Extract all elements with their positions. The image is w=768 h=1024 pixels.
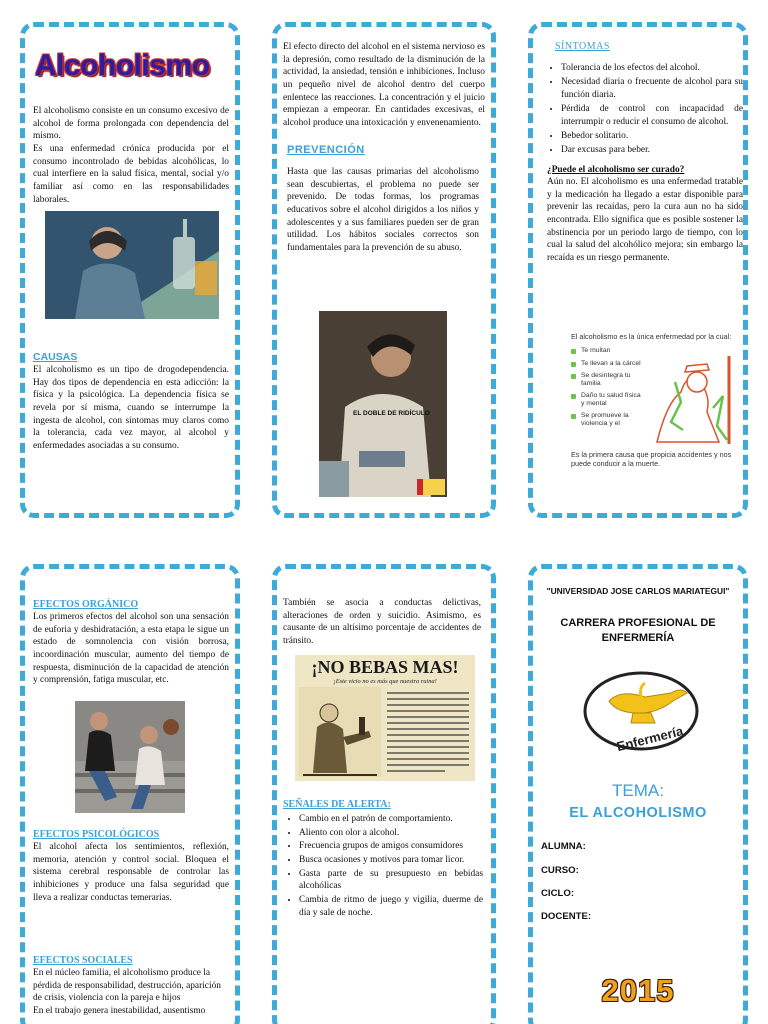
- no-bebas-mas-poster: [295, 655, 475, 781]
- list-item: • Gasta parte de su presupuesto en bebidas alcohólicas: [299, 868, 483, 893]
- field-curso: CURSO:: [541, 865, 579, 876]
- teens-drinking-photo: [75, 701, 185, 813]
- psico-section: [33, 827, 229, 904]
- list-item: • Tolerancia de los efectos del alcohol.: [561, 62, 743, 75]
- prevencion-heading: PREVENCIÓN: [287, 143, 365, 156]
- alertas-list: [287, 813, 483, 921]
- man-drinking-photo: [45, 211, 219, 319]
- list-item: • Frecuencia grupos de amigos consumidores: [299, 840, 483, 853]
- list-item: • Necesidad diaria o frecuente de alcohol para su función diaria.: [561, 76, 743, 101]
- panel-prevencion: [272, 22, 496, 518]
- effects-text: El efecto directo del alcohol en el sistema nervioso es la depresión, como resultado de la disminución de la actividad, la ansiedad, tensión e inhibiciones. Incluso un pequeño nivel de alcohol dentro del cuerpo enlentece las reacciones. La concentración y el juicio empiezan a empeorar. En cantidades excesivas, el alcohol produce una intoxicación y envenenamiento.: [283, 42, 485, 129]
- poster-caption: EL DOBLE DE RIDÍCULO: [353, 410, 430, 417]
- inset-lead: El alcoholismo es la única enfermedad por la cual:: [571, 332, 732, 341]
- career-name: CARRERA PROFESIONAL DE ENFERMERÍA: [560, 617, 716, 645]
- sintomas-list: [533, 62, 743, 157]
- social-text-1: En el núcleo familia, el alcoholismo produce la pérdida de responsabilidad, destrucción, aparición de crisis, violencia con la pareja e hijos: [33, 968, 221, 1004]
- drunk-man-cartoon-icon: [647, 352, 739, 448]
- logo-text: Enfermería: [615, 723, 685, 755]
- causas-heading: CAUSAS: [33, 351, 78, 363]
- cure-heading: ¿Puede el alcoholismo ser curado?: [547, 164, 685, 175]
- list-item: • Aliento con olor a alcohol.: [299, 827, 483, 840]
- psico-text: El alcohol afecta los sentimientos, reflexión, memoria, atención y control social. Bloquea el sistema cerebral responsable de controlar las inhibiciones y produce una falsa seguridad que lleva a realizar conductas temerarias.: [33, 842, 229, 903]
- alcoholism-inset-graphic: [571, 332, 741, 482]
- intro-paragraph-2: Es una enfermedad crónica producida por el consumo incontrolado de bebidas alcohólicas, lo cual interfiere en la salud física, mental, social y/o familiar así como en las responsabilidades laborales.: [33, 144, 229, 205]
- main-title: Alcoholismo: [35, 49, 210, 82]
- vintage-drinker-illustration: [299, 687, 381, 777]
- organico-heading: EFECTOS ORGÁNICO: [33, 599, 139, 610]
- panel-alertas: [272, 564, 496, 1024]
- alertas-heading: SEÑALES DE ALERTA:: [283, 799, 391, 810]
- university-name: "UNIVERSIDAD JOSE CARLOS MARIATEGUI": [546, 586, 730, 596]
- list-item: • Dar excusas para beber.: [561, 144, 743, 157]
- tema-label: TEMA:: [612, 781, 664, 800]
- causas-text: El alcoholismo es un tipo de drogodependencia. Hay dos tipos de dependencia en esta adicción: la física y la psicológica. La dependencia física se revela por sí misma, cuando se interrumpe la ingesta de alcohol, con síntomas muy claros como la tolerancia, cada vez mayor, al alcohol y enfermedades asociadas a su consumo.: [33, 365, 229, 452]
- intro-paragraph-1: El alcoholismo consiste en un consumo excesivo de alcohol de forma prolongada con dependencia del mismo.: [33, 106, 229, 142]
- causas-section: [33, 349, 229, 453]
- field-alumna: ALUMNA:: [541, 841, 586, 852]
- list-item: • Cambio en el patrón de comportamiento.: [299, 813, 483, 826]
- subject-title: EL ALCOHOLISMO: [569, 805, 707, 821]
- cure-text: Aún no. El alcoholismo es una enfermedad tratable y la medicación ha llegado a estar disponible para prevenir las recaídas, pero la cura aun no ha sido encontrada. Ello significa que es posible sostener la abstinencia por un periodo largo de tiempo, con lo cual la salud del alcohólico mejora; sin embargo la recaída es un riesgo permanente.: [547, 176, 743, 263]
- social-section: [33, 953, 229, 1018]
- list-item: Te llevan a la cárcel: [571, 360, 641, 368]
- field-ciclo: CICLO:: [541, 888, 575, 899]
- social-text-2: En el trabajo genera inestabilidad, ausentismo: [33, 1006, 206, 1017]
- list-item: • Cambia de ritmo de juego y vigilia, duerme de día y sale de noche.: [299, 894, 483, 919]
- year-label: 2015: [601, 973, 675, 1008]
- list-item: • Pérdida de control con incapacidad de interrumpir o reducir el consumo de alcohol.: [561, 103, 743, 128]
- poster-subtitle: ¡Este vicio no es más que nuestra ruina!: [333, 678, 437, 685]
- social-heading: EFECTOS SOCIALES: [33, 955, 133, 966]
- list-item: Te multan: [571, 347, 641, 355]
- organico-text: Los primeros efectos del alcohol son una sensación de euforia y deshidratación, a esta etapa le sigue un estado de somnolencia con visión borrosa, incoordinación muscular, aumento del tiempo de respuesta, disminución de la capacidad de atención y comprensión, fatiga muscular, etc.: [33, 612, 229, 686]
- field-docente: DOCENTE:: [541, 911, 592, 922]
- panel-intro: [20, 22, 240, 518]
- sintomas-heading: SÍNTOMAS: [555, 41, 610, 52]
- panel-efectos: [20, 564, 240, 1024]
- list-item: Daño tu salud física y mental: [571, 392, 641, 408]
- list-item: Se desintegra tu familia: [571, 372, 641, 388]
- young-man-poster-photo: [319, 311, 447, 497]
- prevencion-text: Hasta que las causas primarias del alcoholismo sean descubiertas, el problema no puede ser prevenido. De todas formas, los programas educativos sobre el alcohol dirigidos a los niños y adolescentes y a sus familiares pueden ser de gran utilidad. Los hábitos sociales correctos son fundamentales para la prevención de su abuso.: [287, 166, 479, 253]
- intro-text: [25, 83, 235, 207]
- conductas-text: También se asocia a conductas delictivas, alteraciones de orden y suicidio. Asimismo, es causante de un altísimo porcentaje de accidentes de tránsito.: [283, 598, 481, 647]
- list-item: • Bebedor solitario.: [561, 130, 743, 143]
- enfermeria-lamp-logo-icon: [581, 667, 705, 755]
- panel-sintomas: [528, 22, 748, 518]
- poster-title: ¡NO BEBAS MAS!: [311, 657, 459, 677]
- inset-tail: Es la primera causa que propicia accidentes y nos puede conducir a la muerte.: [571, 450, 732, 468]
- panel-cover: [528, 564, 748, 1024]
- poster-text-block: [385, 689, 471, 775]
- list-item: • Busca ocasiones y motivos para tomar licor.: [299, 854, 483, 867]
- list-item: Se promueve la violencia y el: [571, 412, 641, 428]
- psico-heading: EFECTOS PSICOLÓGICOS: [33, 829, 160, 840]
